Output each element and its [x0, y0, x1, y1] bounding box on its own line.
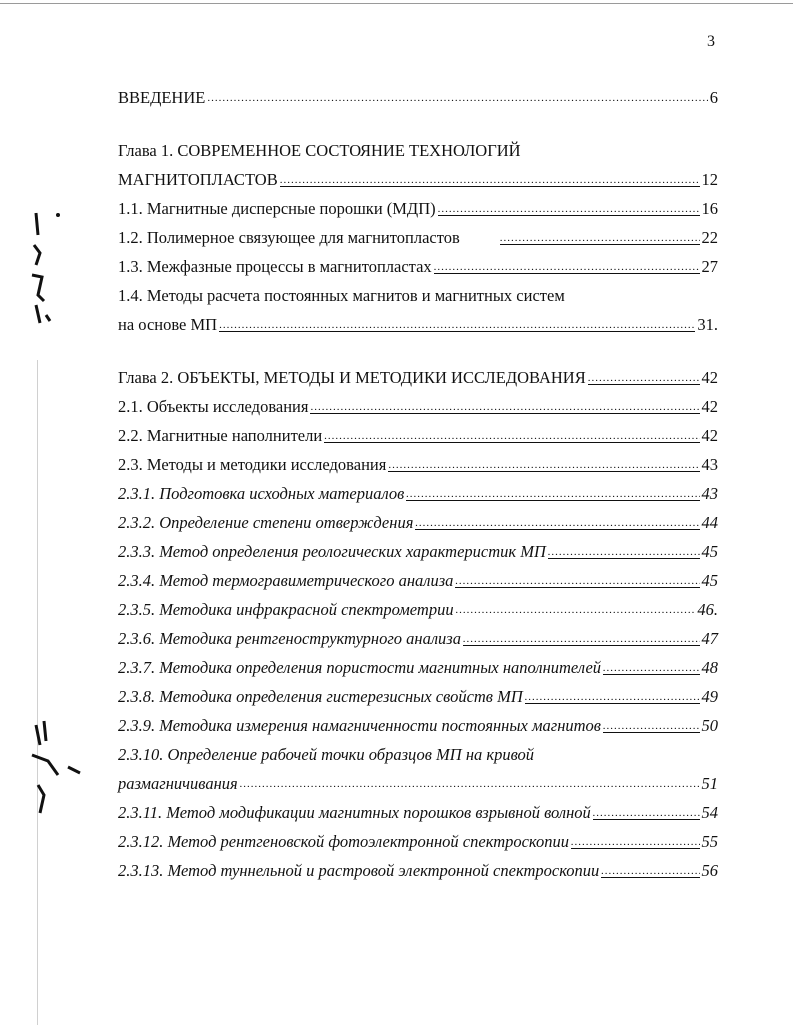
- toc-entry-title: МАГНИТОПЛАСТОВ: [118, 170, 278, 189]
- scan-smudge-upper-icon: [28, 205, 68, 335]
- toc-entry-page: 27: [701, 257, 718, 276]
- toc-entry-page: 48: [701, 658, 718, 677]
- leader-dots: [593, 807, 700, 820]
- toc-entry-2-3-12[interactable]: [118, 832, 718, 861]
- leader-dots: [525, 691, 700, 704]
- toc-entry-1-2[interactable]: [118, 228, 718, 257]
- toc-entry-2-3-6[interactable]: [118, 629, 718, 658]
- toc-entry-title: 2.3.8. Методика определения гистерезисных свойств МП: [118, 687, 523, 706]
- toc-entry-page: 12: [701, 170, 718, 189]
- toc-entry-page: 45: [701, 542, 718, 561]
- toc-entry-title: 2.1. Объекты исследования: [118, 397, 309, 416]
- leader-dots: [415, 517, 699, 530]
- toc-entry-page: 45: [701, 571, 718, 590]
- toc-entry-title: размагничивания: [118, 774, 238, 793]
- page-number: 3: [707, 33, 715, 50]
- toc-entry-title: 2.3.2. Определение степени отверждения: [118, 513, 414, 532]
- toc-entry-title: 1.3. Межфазные процессы в магнитопластах: [118, 257, 432, 276]
- leader-dots: [603, 662, 699, 675]
- toc-entry-1-1[interactable]: [118, 199, 718, 228]
- toc-entry-2-2[interactable]: [118, 426, 718, 455]
- toc-entry-chapter-1[interactable]: [118, 141, 718, 170]
- top-border-line: [0, 3, 793, 4]
- toc-entry-page: 43: [701, 484, 718, 503]
- toc-entry-title: 2.3.5. Методика инфракрасной спектрометрии: [118, 600, 454, 619]
- toc-entry-2-3-7[interactable]: [118, 658, 718, 687]
- leader-dots: [455, 575, 699, 588]
- leader-dots: [434, 261, 700, 274]
- toc-entry-title: 1.2. Полимерное связующее для магнитопластов: [118, 228, 460, 247]
- leader-dots: [603, 720, 700, 733]
- toc-entry-title: 2.3.13. Метод туннельной и растровой электронной спектроскопии: [118, 861, 600, 880]
- toc-entry-title: 2.3.12. Метод рентгеновской фотоэлектронной спектроскопии: [118, 832, 570, 851]
- toc-entry-page: 55: [701, 832, 718, 851]
- leader-dots: [588, 372, 700, 385]
- leader-dots: [240, 778, 700, 790]
- toc-entry-title: 2.3.6. Методика рентгеноструктурного анализа: [118, 629, 461, 648]
- leader-dots: [388, 459, 699, 472]
- leader-dots: [207, 92, 707, 104]
- toc-entry-1-4[interactable]: [118, 286, 718, 315]
- toc-entry-title: 2.3. Методы и методики исследования: [118, 455, 387, 474]
- toc-entry-title: 2.2. Магнитные наполнители: [118, 426, 323, 445]
- toc-entry-1-3[interactable]: [118, 257, 718, 286]
- toc-entry-page: 42: [701, 368, 718, 387]
- toc-entry-page: 42: [701, 397, 718, 416]
- leader-dots: [324, 430, 699, 443]
- leader-dots: [571, 836, 699, 849]
- toc-entry-chapter-1-cont[interactable]: [118, 170, 718, 199]
- leader-dots: [456, 604, 696, 616]
- toc-entry-2-3-2[interactable]: [118, 513, 718, 542]
- toc-entry-title: Глава 2. ОБЪЕКТЫ, МЕТОДЫ И МЕТОДИКИ ИССЛЕДОВАНИЯ: [118, 368, 586, 387]
- leader-dots: [406, 488, 699, 501]
- toc-entry-page: 6: [709, 88, 718, 107]
- toc-entry-2-3-10[interactable]: [118, 745, 718, 774]
- leader-dots: [548, 546, 700, 559]
- toc-entry-2-3[interactable]: [118, 455, 718, 484]
- toc-entry-2-3-11[interactable]: [118, 803, 718, 832]
- toc-entry-1-4-cont[interactable]: [118, 315, 718, 344]
- toc-entry-title: 2.3.9. Методика измерения намагниченности постоянных магнитов: [118, 716, 601, 735]
- toc-entry-page: 22: [701, 228, 718, 247]
- leader-dots: [219, 319, 695, 332]
- toc-entry-page: 16: [701, 199, 718, 218]
- toc-entry-2-3-9[interactable]: [118, 716, 718, 745]
- toc-entry-page: 31.: [697, 315, 718, 334]
- toc-entry-introduction[interactable]: [118, 88, 718, 117]
- toc-entry-page: 46.: [697, 600, 718, 619]
- toc-entry-2-3-10-cont[interactable]: [118, 774, 718, 803]
- toc-entry-title: 2.3.4. Метод термогравиметрического анализа: [118, 571, 454, 590]
- toc-entry-page: 54: [701, 803, 718, 822]
- toc-entry-title: 2.3.1. Подготовка исходных материалов: [118, 484, 405, 503]
- leader-dots: [438, 203, 700, 216]
- toc-entry-chapter-2[interactable]: [118, 368, 718, 397]
- toc-entry-page: 43: [701, 455, 718, 474]
- toc-entry-page: 47: [701, 629, 718, 648]
- toc-entry-2-3-5[interactable]: [118, 600, 718, 629]
- leader-dots: [500, 232, 700, 245]
- toc-entry-title: 2.3.11. Метод модификации магнитных порошков взрывной волной: [118, 803, 591, 822]
- toc-entry-page: 51: [701, 774, 718, 793]
- toc-entry-title: 1.1. Магнитные дисперсные порошки (МДП): [118, 199, 436, 218]
- toc-entry-title: 2.3.10. Определение рабочей точки образцов МП на кривой: [118, 745, 535, 764]
- toc-entry-2-3-3[interactable]: [118, 542, 718, 571]
- toc-entry-page: 42: [701, 426, 718, 445]
- toc-entry-page: 44: [701, 513, 718, 532]
- toc-entry-title: 2.3.3. Метод определения реологических характеристик МП: [118, 542, 546, 561]
- toc-entry-title: 2.3.7. Методика определения пористости магнитных наполнителей: [118, 658, 602, 677]
- toc-entry-title: Глава 1. СОВРЕМЕННОЕ СОСТОЯНИЕ ТЕХНОЛОГИЙ: [118, 141, 521, 160]
- toc-entry-page: 50: [701, 716, 718, 735]
- toc-entry-2-3-4[interactable]: [118, 571, 718, 600]
- leader-dots: [463, 633, 700, 646]
- leader-dots: [280, 174, 700, 187]
- leader-dots: [310, 401, 699, 414]
- toc-entry-page: 56: [701, 861, 718, 880]
- toc-entry-title: ВВЕДЕНИЕ: [118, 88, 206, 107]
- toc-entry-2-3-1[interactable]: [118, 484, 718, 513]
- toc-entry-2-3-8[interactable]: [118, 687, 718, 716]
- leader-dots: [601, 865, 699, 878]
- toc-entry-title: 1.4. Методы расчета постоянных магнитов и магнитных систем: [118, 286, 565, 305]
- table-of-contents: [118, 88, 718, 890]
- left-scan-edge: [37, 360, 38, 1025]
- toc-entry-2-3-13[interactable]: [118, 861, 718, 890]
- toc-entry-2-1[interactable]: [118, 397, 718, 426]
- scan-smudge-lower-icon: [28, 715, 88, 825]
- toc-entry-title: на основе МП: [118, 315, 218, 334]
- toc-entry-page: 49: [701, 687, 718, 706]
